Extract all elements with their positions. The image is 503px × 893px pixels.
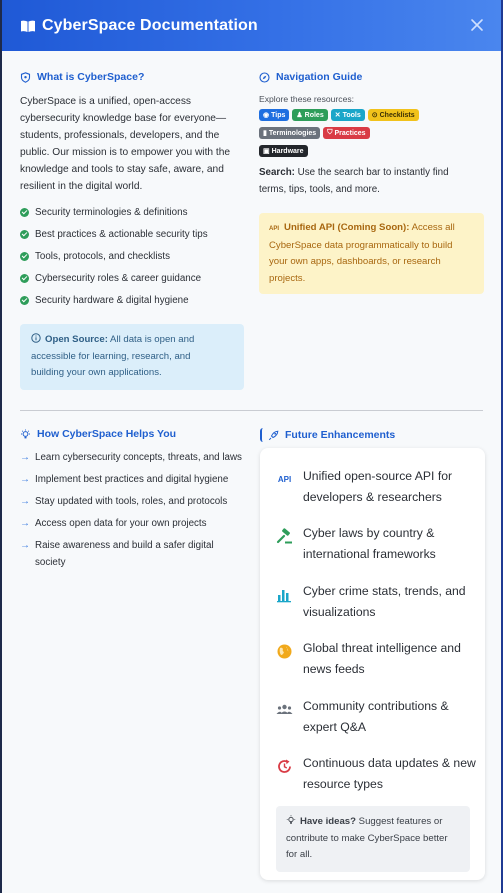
- check-icon: [20, 252, 29, 261]
- check-icon: [20, 296, 29, 305]
- section-divider: [20, 410, 483, 411]
- list-item: [20, 289, 248, 311]
- wrench-icon: ✕: [334, 112, 341, 119]
- open-source-label: Open Source:: [45, 334, 108, 345]
- helps-list: [20, 449, 248, 571]
- navigation-guide-section: [259, 70, 487, 198]
- future-item-text: Cyber crime stats, trends, and visualizations: [303, 584, 466, 619]
- future-item: [276, 696, 483, 738]
- modal-title: CyberSpace Documentation: [42, 16, 258, 34]
- future-item: [276, 638, 483, 680]
- tag-hardware[interactable]: [259, 145, 308, 157]
- future-item-text: Community contributions & expert Q&A: [303, 699, 449, 734]
- navigation-intro: Explore these resources:: [259, 94, 355, 104]
- list-item: [20, 449, 242, 466]
- feature-list: [20, 201, 248, 311]
- list-item: [20, 267, 248, 289]
- compass-icon: [259, 72, 270, 83]
- description-line: knowledge and tools to stay safe, aware, and: [20, 164, 224, 175]
- future-enhancements-card: [260, 448, 485, 880]
- list-item: [20, 201, 248, 223]
- list-item: [20, 471, 248, 488]
- list-item-text: Tools, protocols, and checklists: [35, 250, 171, 262]
- what-is-section: [20, 70, 248, 311]
- api-callout-text: CyberSpace data programmatically to build: [269, 239, 453, 251]
- what-is-title: What is CyberSpace?: [37, 71, 145, 83]
- list-item-text: Learn cybersecurity concepts, threats, and laws: [35, 452, 242, 463]
- open-source-text: accessible for learning, research, and: [31, 350, 191, 362]
- helps-title-row: [20, 427, 248, 441]
- search-hint-text: terms, tips, tools, and more.: [259, 184, 380, 195]
- tag-label: Practices: [334, 129, 366, 137]
- list-item-text: Best practices & actionable security tips: [35, 228, 208, 240]
- api-callout-label: Unified API (Coming Soon):: [284, 222, 410, 233]
- documentation-modal: [2, 0, 501, 893]
- list-item-text: Cybersecurity roles & career guidance: [35, 272, 202, 284]
- future-item-text: Unified open-source API for developers & researchers: [303, 469, 453, 504]
- ideas-text: contribute to make CyberSpace better: [286, 832, 448, 844]
- tag-label: Hardware: [271, 147, 304, 155]
- close-icon[interactable]: [468, 16, 486, 34]
- ideas-label: Have ideas?: [300, 816, 356, 827]
- what-is-description: [20, 93, 248, 195]
- future-title: Future Enhancements: [285, 429, 396, 441]
- tag-tips[interactable]: [259, 109, 289, 121]
- list-item-text: Raise awareness and build a safer digital society: [35, 540, 214, 568]
- ideas-text: Suggest features or: [356, 816, 443, 827]
- description-line: cybersecurity knowledge base for everyone—: [20, 113, 227, 124]
- what-is-title-row: [20, 70, 248, 84]
- list-item: [20, 537, 242, 571]
- future-item: [276, 523, 483, 565]
- resource-tags-row: [259, 145, 487, 157]
- globe-icon: [276, 643, 293, 660]
- api-callout-text: projects.: [269, 272, 306, 284]
- tag-terminologies[interactable]: [259, 127, 320, 139]
- description-line: CyberSpace is a unified, open-access: [20, 96, 192, 107]
- lightbulb-icon: [20, 429, 31, 440]
- list-item: [20, 515, 248, 532]
- shield-icon: [20, 72, 31, 83]
- people-icon: ♟: [296, 112, 303, 119]
- open-source-callout: [20, 324, 244, 390]
- unified-api-callout: [259, 213, 484, 294]
- check-icon: [20, 208, 29, 217]
- helps-section: [20, 427, 248, 571]
- api-icon: API: [277, 475, 292, 484]
- description-line: students, professionals, developers, and the: [20, 130, 220, 141]
- modal-header: [2, 0, 501, 51]
- list-item-text: Security hardware & digital hygiene: [35, 294, 189, 306]
- gavel-icon: [276, 528, 293, 545]
- open-source-text: All data is open and: [107, 334, 195, 345]
- navigation-guide-title-row: [259, 70, 487, 84]
- description-line: resilient in the digital world.: [20, 181, 143, 192]
- search-hint: [259, 164, 487, 198]
- arrow-right-icon: →: [20, 452, 30, 463]
- api-callout-text: Access all: [409, 222, 455, 233]
- search-hint-text: Use the search bar to instantly find: [294, 167, 449, 178]
- tag-label: Tools: [342, 111, 361, 119]
- tag-label: Tips: [271, 111, 286, 119]
- tag-tools[interactable]: [331, 109, 365, 121]
- chip-icon: ▣: [263, 148, 270, 155]
- lightbulb-icon: ◉: [263, 112, 270, 119]
- future-title-row: [260, 428, 488, 442]
- future-item-text: Global threat intelligence and news feeds: [303, 641, 461, 676]
- refresh-icon: [276, 758, 293, 775]
- book-icon: ▮: [263, 130, 267, 137]
- ideas-callout: [276, 806, 470, 872]
- future-item: [276, 753, 483, 795]
- list-item: [20, 245, 248, 267]
- tag-practices[interactable]: [323, 127, 369, 139]
- tag-label: Terminologies: [268, 129, 317, 137]
- list-item-text: Access open data for your own projects: [35, 518, 207, 529]
- check-circle-icon: ⊙: [371, 112, 378, 119]
- check-icon: [20, 274, 29, 283]
- helps-title: How CyberSpace Helps You: [37, 428, 177, 440]
- lightbulb-icon: [286, 815, 296, 825]
- check-icon: [20, 230, 29, 239]
- future-section-header: [260, 428, 488, 442]
- resource-tags-row: [259, 109, 487, 121]
- search-label: Search:: [259, 167, 295, 178]
- api-icon: API: [269, 226, 280, 232]
- open-source-text: building your own applications.: [31, 367, 162, 378]
- resource-tags-row: [259, 127, 487, 139]
- future-item-text: Cyber laws by country & international frameworks: [303, 526, 436, 561]
- tag-label: Roles: [304, 111, 324, 119]
- rocket-icon: [268, 430, 279, 441]
- arrow-right-icon: →: [20, 496, 30, 507]
- api-callout-text: your own apps, dashboards, or research: [269, 256, 441, 267]
- future-item: [276, 581, 483, 623]
- list-item: [20, 493, 248, 510]
- group-icon: [276, 701, 293, 718]
- list-item: [20, 223, 248, 245]
- description-line: public. Our mission is to empower you with the: [20, 147, 231, 158]
- shield-icon: ⛉: [327, 129, 333, 136]
- list-item-text: Stay updated with tools, roles, and protocols: [35, 496, 228, 507]
- list-item-text: Implement best practices and digital hygiene: [35, 474, 229, 485]
- bar-chart-icon: [276, 586, 293, 603]
- ideas-text: for all.: [286, 849, 313, 860]
- tag-roles[interactable]: [292, 109, 327, 121]
- navigation-guide-title: Navigation Guide: [276, 71, 363, 83]
- info-icon: [31, 333, 41, 343]
- tag-checklists[interactable]: [368, 109, 419, 121]
- arrow-right-icon: →: [20, 540, 30, 551]
- future-item: [276, 466, 483, 508]
- book-icon: [20, 19, 36, 33]
- tag-label: Checklists: [379, 111, 415, 119]
- list-item-text: Security terminologies & definitions: [35, 206, 188, 218]
- arrow-right-icon: →: [20, 518, 30, 529]
- arrow-right-icon: →: [20, 474, 30, 485]
- future-item-text: Continuous data updates & new resource types: [303, 756, 476, 791]
